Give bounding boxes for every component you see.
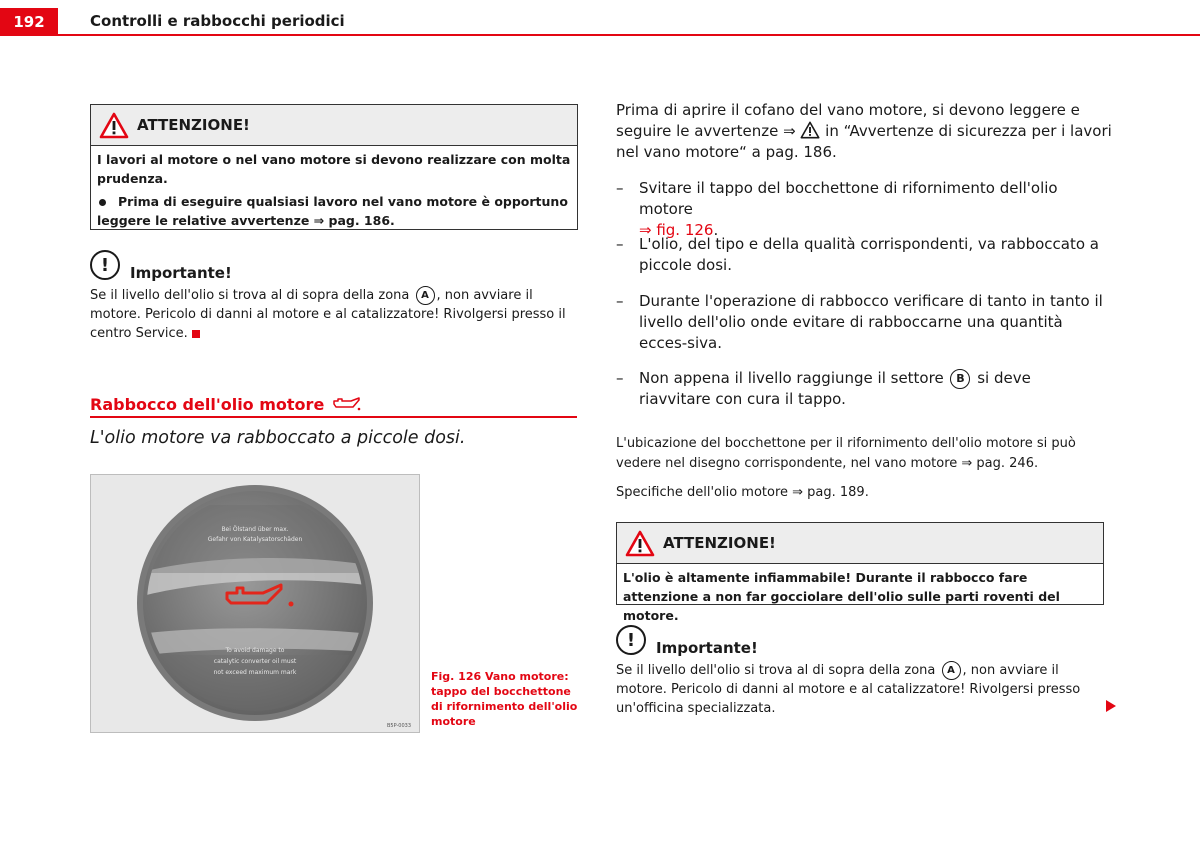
warning-box xyxy=(90,104,578,230)
warning-bullet-text: Prima di eseguire qualsiasi lavoro nel vano motore è opportuno leggere le relative avvertenze ⇒ pag. 186. xyxy=(97,194,568,228)
step-4-text-a: Non appena il livello raggiunge il settore xyxy=(639,369,949,387)
important-note xyxy=(90,248,580,343)
end-square-icon xyxy=(192,330,200,338)
step-dash: – xyxy=(616,179,624,197)
step-item xyxy=(616,291,1106,354)
step-2-text: L'olio, del tipo e della qualità corrispondenti, va rabboccato a piccole dosi. xyxy=(639,235,1099,274)
warning-body xyxy=(91,146,577,234)
warning-body xyxy=(617,564,1103,629)
important-text xyxy=(90,286,580,343)
cap-text-bot-2: catalytic converter oil must xyxy=(213,658,297,665)
cap-text-top-1: Bei Ölstand über max. xyxy=(221,526,289,533)
step-1-text: Svitare il tappo del bocchettone di rifornimento dell'olio motore xyxy=(639,179,1058,218)
step-4-text-b: si deve riavvitare con cura il tappo. xyxy=(639,369,1031,408)
spec-note: Specifiche dell'olio motore ⇒ pag. 189. xyxy=(616,485,869,500)
warning-text: L'olio è altamente infiammabile! Durante il rabbocco fare attenzione a non far gocciolare dell'olio sulle parti roventi del motore. xyxy=(623,570,1060,623)
header-rule xyxy=(58,34,1200,36)
step-dash: – xyxy=(616,369,624,387)
page-header xyxy=(0,0,1200,38)
figure-link[interactable]: ⇒ fig. 126 xyxy=(639,221,714,239)
exclamation-circle-icon: ! xyxy=(616,625,646,655)
marker-b-icon: B xyxy=(950,369,970,389)
warning-triangle-icon xyxy=(800,121,820,139)
step-dash: – xyxy=(616,235,624,253)
step-dash: – xyxy=(616,292,624,310)
important-title: Importante! xyxy=(656,639,758,657)
warning-box xyxy=(616,522,1104,623)
section-title-text: Rabbocco dell'olio motore xyxy=(90,394,325,414)
cap-text-bot-3: not exceed maximum mark xyxy=(213,669,297,676)
right-intro-b: in “Avvertenze di sicurezza per i lavori nel vano motore“ a pag. 186. xyxy=(616,122,1112,161)
step-item xyxy=(616,234,1106,276)
warning-header xyxy=(91,105,577,146)
important-title: Importante! xyxy=(130,264,232,282)
warning-header xyxy=(617,523,1103,564)
important-text-b: , non avviare il motore. Pericolo di danni al motore e al catalizzatore! Rivolgersi presso il centro Service. xyxy=(90,288,566,341)
important-header xyxy=(90,248,580,280)
important-text-a: Se il livello dell'olio si trova al di sopra della zona xyxy=(90,288,414,303)
right-intro xyxy=(616,100,1116,163)
warning-triangle-icon xyxy=(625,530,655,557)
warning-text: I lavori al motore o nel vano motore si devono realizzare con molta prudenza. xyxy=(97,152,571,186)
figure-caption: Fig. 126 Vano motore: tappo del bocchettone di rifornimento dell'olio motore xyxy=(431,670,578,728)
important-text-a: Se il livello dell'olio si trova al di sopra della zona xyxy=(616,663,940,678)
cap-text-top-2: Gefahr von Katalysatorschäden xyxy=(207,536,303,543)
location-note: L'ubicazione del bocchettone per il rifornimento dell'olio motore si può vedere nel disegno corrispondente, nel vano motore ⇒ pag. 246. xyxy=(616,436,1076,471)
marker-a-icon: A xyxy=(942,661,961,680)
warning-label: ATTENZIONE! xyxy=(137,116,250,134)
page-number: 192 xyxy=(0,8,58,36)
next-page-arrow-icon[interactable] xyxy=(1105,699,1117,713)
figure-oil-cap xyxy=(90,474,420,733)
oil-cap-illustration xyxy=(91,475,419,732)
important-text xyxy=(616,661,1106,718)
important-note xyxy=(616,623,1106,718)
bullet-icon xyxy=(99,199,106,206)
warning-triangle-icon xyxy=(99,112,129,139)
warning-bullet xyxy=(97,192,571,230)
warning-label: ATTENZIONE! xyxy=(663,534,776,552)
exclamation-circle-icon: ! xyxy=(90,250,120,280)
step-item xyxy=(616,178,1106,241)
oil-can-icon xyxy=(332,396,362,412)
cap-text-bot-1: To avoid damage to xyxy=(225,647,285,654)
step-item xyxy=(616,368,1106,410)
right-intro-a: Prima di aprire il cofano del vano motore, si devono leggere e seguire le avvertenze ⇒ xyxy=(616,101,1080,140)
section-intro: L'olio motore va rabboccato a piccole dosi. xyxy=(90,428,466,448)
marker-a-icon: A xyxy=(416,286,435,305)
chapter-title: Controlli e rabbocchi periodici xyxy=(90,12,345,30)
important-header xyxy=(616,623,1106,655)
step-3-text: Durante l'operazione di rabbocco verificare di tanto in tanto il livello dell'olio onde evitare di rabboccarne una quantità ecces-siva. xyxy=(639,292,1103,352)
step-1-end: . xyxy=(713,221,719,239)
figure-code: B5P-0033 xyxy=(386,723,411,729)
section-title xyxy=(90,392,577,418)
important-text-b: , non avviare il motore. Pericolo di danni al motore e al catalizzatore! Rivolgersi presso un'officina specializzata. xyxy=(616,663,1081,716)
